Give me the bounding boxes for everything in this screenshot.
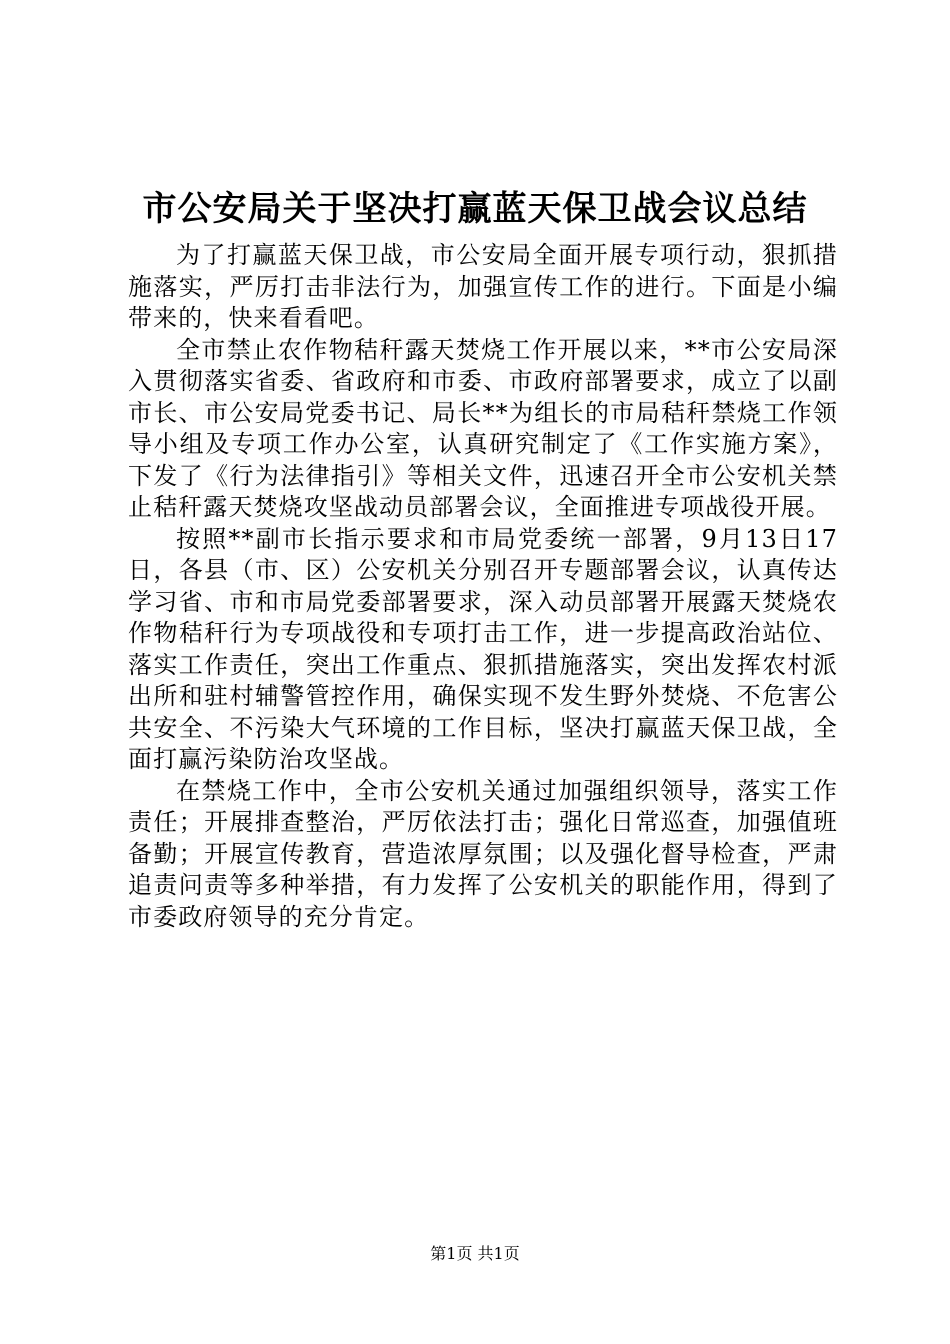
document-title: 市公安局关于坚决打赢蓝天保卫战会议总结 (142, 189, 808, 229)
paragraph-intro: 为了打赢蓝天保卫战，市公安局全面开展专项行动，狠抓措施落实，严厉打击非法行为，加强宣传工作的进行。下面是小编带来的，快来看看吧。 (128, 241, 838, 332)
paragraph-measures: 在禁烧工作中，全市公安机关通过加强组织领导，落实工作责任；开展排查整治，严厉依法打击；强化日常巡查，加强值班备勤；开展宣传教育，营造浓厚氛围；以及强化督导检查，严肃追责问责等多种举措，有力发挥了公安机关的职能作用，得到了市委政府领导的充分肯定。 (128, 776, 838, 931)
page-number-footer: 第1页 共1页 (430, 1244, 520, 1263)
paragraph-background: 全市禁止农作物秸秆露天焚烧工作开展以来，**市公安局深入贯彻落实省委、省政府和市委、市政府部署要求，成立了以副市长、市公安局党委书记、局长**为组长的市局秸秆禁烧工作领导小组及专项工作办公室，认真研究制定了《工作实施方案》，下发了《行为法律指引》等相关文件，迅速召开全市公安机关禁止秸秆露天焚烧攻坚战动员部署会议，全面推进专项战役开展。 (128, 335, 838, 521)
document-body (128, 240, 838, 933)
paragraph-deployment: 按照**副市长指示要求和市局党委统一部署，9月13日17日，各县（市、区）公安机关分别召开专题部署会议，认真传达学习省、市和市局党委部署要求，深入动员部署开展露天焚烧农作物秸秆行为专项战役和专项打击工作，进一步提高政治站位、落实工作责任，突出工作重点、狠抓措施落实，突出发挥农村派出所和驻村辅警管控作用，确保实现不发生野外焚烧、不危害公共安全、不污染大气环境的工作目标，坚决打赢蓝天保卫战，全面打赢污染防治攻坚战。 (128, 524, 838, 773)
